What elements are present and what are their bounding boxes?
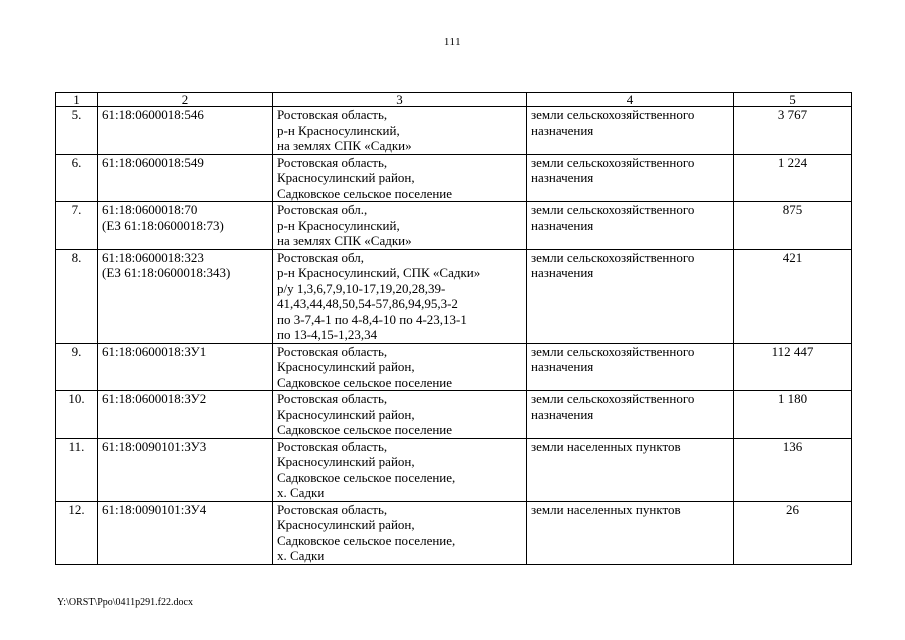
land-category-cell: земли населенных пунктов bbox=[527, 438, 734, 501]
location-cell: Ростовская область, р-н Красносулинский, на землях СПК «Садки» bbox=[273, 107, 527, 155]
land-category-cell: земли сельскохозяйственного назначения bbox=[527, 154, 734, 202]
location-cell: Ростовская область, Красносулинский район, Садковское сельское поселение bbox=[273, 154, 527, 202]
cadastral-number-cell: 61:18:0600018:323 (ЕЗ 61:18:0600018:343) bbox=[98, 249, 273, 343]
location-cell: Ростовская область, Красносулинский район, Садковское сельское поселение bbox=[273, 343, 527, 391]
land-category-cell: земли сельскохозяйственного назначения bbox=[527, 391, 734, 439]
column-header: 1 bbox=[56, 93, 98, 107]
area-cell: 26 bbox=[734, 501, 852, 564]
page-number: 111 bbox=[443, 36, 462, 48]
cadastral-number-cell: 61:18:0600018:70 (ЕЗ 61:18:0600018:73) bbox=[98, 202, 273, 250]
table-row bbox=[56, 154, 852, 202]
row-number-cell: 11. bbox=[56, 438, 98, 501]
area-cell: 421 bbox=[734, 249, 852, 343]
land-category-cell: земли населенных пунктов bbox=[527, 501, 734, 564]
row-number-cell: 10. bbox=[56, 391, 98, 439]
area-cell: 3 767 bbox=[734, 107, 852, 155]
table-row bbox=[56, 343, 852, 391]
cadastral-number-cell: 61:18:0600018:ЗУ1 bbox=[98, 343, 273, 391]
area-cell: 136 bbox=[734, 438, 852, 501]
table-row bbox=[56, 202, 852, 250]
row-number-cell: 9. bbox=[56, 343, 98, 391]
land-category-cell: земли сельскохозяйственного назначения bbox=[527, 202, 734, 250]
row-number-cell: 5. bbox=[56, 107, 98, 155]
land-category-cell: земли сельскохозяйственного назначения bbox=[527, 343, 734, 391]
cadastral-number-cell: 61:18:0600018:ЗУ2 bbox=[98, 391, 273, 439]
land-plots-table bbox=[55, 92, 852, 565]
location-cell: Ростовская обл., р-н Красносулинский, на землях СПК «Садки» bbox=[273, 202, 527, 250]
land-category-cell: земли сельскохозяйственного назначения bbox=[527, 249, 734, 343]
table-row bbox=[56, 107, 852, 155]
table-row bbox=[56, 501, 852, 564]
location-cell: Ростовская область, Красносулинский район, Садковское сельское поселение, х. Садки bbox=[273, 438, 527, 501]
location-cell: Ростовская область, Красносулинский район, Садковское сельское поселение, х. Садки bbox=[273, 501, 527, 564]
cadastral-number-cell: 61:18:0600018:546 bbox=[98, 107, 273, 155]
column-header: 3 bbox=[273, 93, 527, 107]
column-header: 4 bbox=[527, 93, 734, 107]
row-number-cell: 7. bbox=[56, 202, 98, 250]
cadastral-number-cell: 61:18:0600018:549 bbox=[98, 154, 273, 202]
cadastral-number-cell: 61:18:0090101:ЗУ3 bbox=[98, 438, 273, 501]
row-number-cell: 8. bbox=[56, 249, 98, 343]
table-header-row bbox=[56, 93, 852, 107]
area-cell: 1 180 bbox=[734, 391, 852, 439]
land-category-cell: земли сельскохозяйственного назначения bbox=[527, 107, 734, 155]
row-number-cell: 6. bbox=[56, 154, 98, 202]
cadastral-number-cell: 61:18:0090101:ЗУ4 bbox=[98, 501, 273, 564]
location-cell: Ростовская область, Красносулинский район, Садковское сельское поселение bbox=[273, 391, 527, 439]
table-row bbox=[56, 391, 852, 439]
document-file-path: Y:\ORST\Ppo\0411p291.f22.docx bbox=[57, 597, 193, 608]
location-cell: Ростовская обл, р-н Красносулинский, СПК «Садки» р/у 1,3,6,7,9,10-17,19,20,28,39- 41,43,44,48,50,54-57,86,94,95,3-2 по 3-7,4-1 по 4-8,4-10 по 4-23,13-1 по 13-4,15-1,23,34 bbox=[273, 249, 527, 343]
row-number-cell: 12. bbox=[56, 501, 98, 564]
column-header: 2 bbox=[98, 93, 273, 107]
table-row bbox=[56, 249, 852, 343]
area-cell: 1 224 bbox=[734, 154, 852, 202]
area-cell: 875 bbox=[734, 202, 852, 250]
area-cell: 112 447 bbox=[734, 343, 852, 391]
table-row bbox=[56, 438, 852, 501]
column-header: 5 bbox=[734, 93, 852, 107]
